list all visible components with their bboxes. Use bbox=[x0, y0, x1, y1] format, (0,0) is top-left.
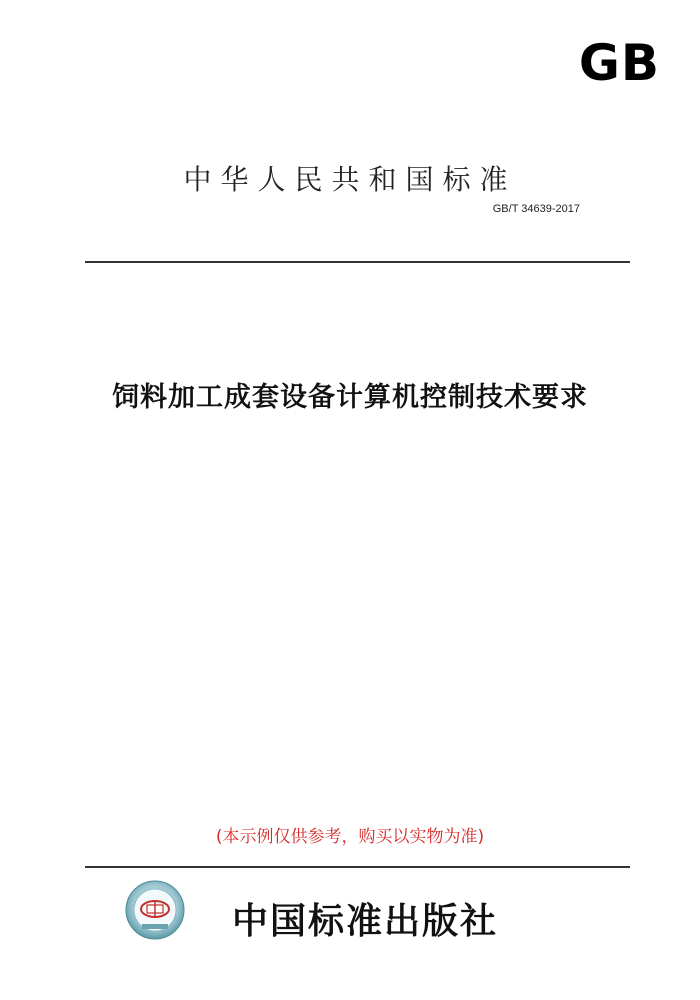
sample-disclaimer: (本示例仅供参考，购买以实物为准) bbox=[215, 827, 485, 847]
gb-logo: GB bbox=[578, 34, 660, 92]
top-divider bbox=[85, 261, 630, 263]
document-title: 饲料加工成套设备计算机控制技术要求 bbox=[112, 382, 588, 413]
standard-number: GB/T 34639-2017 bbox=[492, 203, 580, 215]
publisher-seal-icon bbox=[125, 880, 185, 940]
bottom-divider bbox=[85, 866, 630, 868]
national-standard-heading: 中华人民共和国标准 bbox=[183, 163, 517, 196]
publisher-name: 中国标准出版社 bbox=[231, 900, 498, 942]
